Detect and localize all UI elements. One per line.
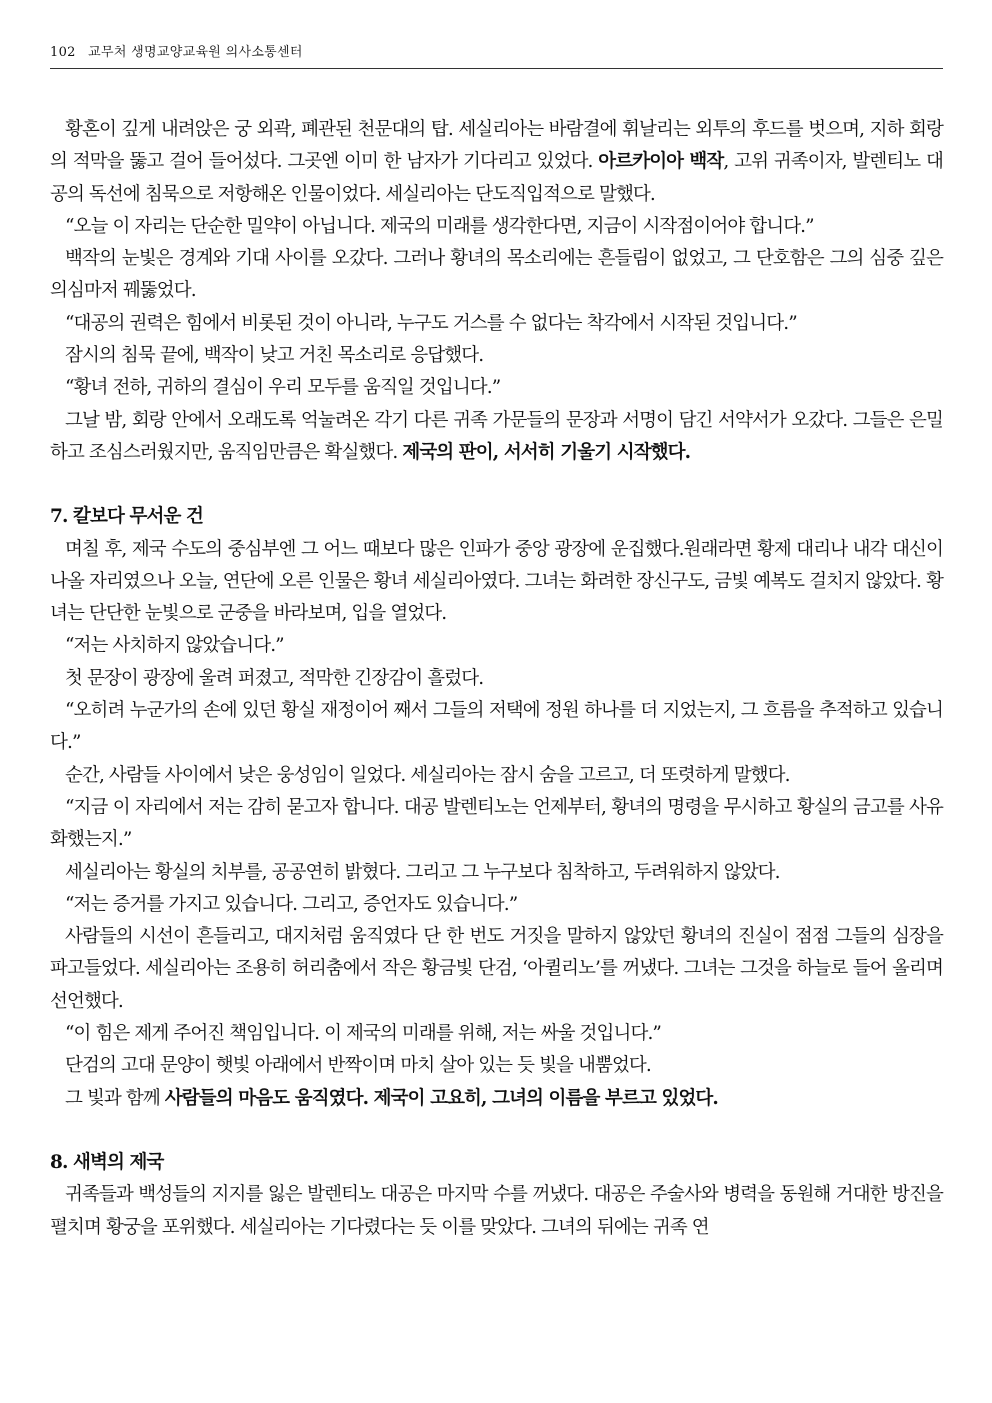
- paragraph: 단검의 고대 문양이 햇빛 아래에서 반짝이며 마치 살아 있는 듯 빛을 내뿜었다.: [65, 1055, 651, 1077]
- paragraph: “황녀 전하, 귀하의 결심이 우리 모두를 움직일 것입니다.”: [65, 377, 501, 399]
- paragraph: “대공의 권력은 힘에서 비롯된 것이 아니라, 누구도 거스를 수 없다는 착각에서 시작된 것입니다.”: [65, 312, 797, 334]
- page-header: [50, 44, 943, 69]
- paragraph: 순간, 사람들 사이에서 낮은 웅성임이 일었다. 세실리아는 잠시 숨을 고르고, 더 또렷하게 말했다.: [65, 764, 790, 786]
- paragraph: 그날 밤, 회랑 안에서 오래도록 억눌려온 각기 다른 귀족 가문들의 문장과 서명이 담긴 서약서가 오갔다. 그들은 은밀하고 조심스러웠지만, 움직임만큼은 확실했다. 제국의 판이, 서서히 기울기 시작했다.: [50, 409, 943, 463]
- paragraph: “오늘 이 자리는 단순한 밀약이 아닙니다. 제국의 미래를 생각한다면, 지금이 시작점이어야 합니다.”: [65, 215, 814, 237]
- paragraph: “오히려 누군가의 손에 있던 황실 재정이어 째서 그들의 저택에 정원 하나를 더 지었는지, 그 흐름을 추적하고 있습니다.”: [50, 700, 943, 754]
- paragraph: 그 빛과 함께 사람들의 마음도 움직였다. 제국이 고요히, 그녀의 이름을 부르고 있었다.: [65, 1087, 718, 1109]
- paragraph: “이 힘은 제게 주어진 책임입니다. 이 제국의 미래를 위해, 저는 싸울 것입니다.”: [65, 1023, 661, 1045]
- paragraph: 귀족들과 백성들의 지지를 잃은 발렌티노 대공은 마지막 수를 꺼냈다. 대공은 주술사와 병력을 동원해 거대한 방진을 펼치며 황궁을 포위했다. 세실리아는 기다렸다는 듯 이를 맞았다. 그녀의 뒤에는 귀족 연: [50, 1184, 943, 1238]
- paragraph: 백작의 눈빛은 경계와 기대 사이를 오갔다. 그러나 황녀의 목소리에는 흔들림이 없었고, 그 단호함은 그의 심중 깊은 의심마저 꿰뚫었다.: [50, 248, 943, 302]
- header-title: 교무처 생명교양교육원 의사소통센터: [88, 45, 303, 60]
- document-body: [50, 114, 943, 1244]
- paragraph: “저는 사치하지 않았습니다.”: [65, 635, 284, 657]
- section-heading: 8. 새벽의 제국: [50, 1151, 164, 1173]
- section-8: [50, 1147, 943, 1244]
- section-heading: 7. 칼보다 무서운 건: [50, 506, 203, 528]
- intro-section: [50, 114, 943, 469]
- paragraph: 잠시의 침묵 끝에, 백작이 낮고 거친 목소리로 응답했다.: [65, 345, 484, 367]
- page-number: 102: [50, 45, 76, 60]
- section-7: [50, 501, 943, 1115]
- paragraph: 세실리아는 황실의 치부를, 공공연히 밝혔다. 그리고 그 누구보다 침착하고, 두려워하지 않았다.: [65, 861, 780, 883]
- paragraph: 사람들의 시선이 흔들리고, 대지처럼 움직였다 단 한 번도 거짓을 말하지 않았던 황녀의 진실이 점점 그들의 심장을 파고들었다. 세실리아는 조용히 허리춤에서 작은 황금빛 단검, ‘아퀼리노’를 꺼냈다. 그녀는 그것을 하늘로 들어 올리며 선언했다.: [50, 926, 943, 1012]
- paragraph: 며칠 후, 제국 수도의 중심부엔 그 어느 때보다 많은 인파가 중앙 광장에 운집했다.원래라면 황제 대리나 내각 대신이 나올 자리였으나 오늘, 연단에 오른 인물은 황녀 세실리아였다. 그녀는 화려한 장신구도, 금빛 예복도 걸치지 않았다. 황녀는 단단한 눈빛으로 군중을 바라보며, 입을 열었다.: [50, 538, 943, 625]
- paragraph: 황혼이 깊게 내려앉은 궁 외곽, 폐관된 천문대의 탑. 세실리아는 바람결에 휘날리는 외투의 후드를 벗으며, 지하 회랑의 적막을 뚫고 걸어 들어섰다. 그곳엔 이미 한 남자가 기다리고 있었다. 아르카이아 백작, 고위 귀족이자, 발렌티노 대공의 독선에 침묵으로 저항해온 인물이었다. 세실리아는 단도직입적으로 말했다.: [50, 119, 943, 205]
- paragraph: “지금 이 자리에서 저는 감히 묻고자 합니다. 대공 발렌티노는 언제부터, 황녀의 명령을 무시하고 황실의 금고를 사유화했는지.”: [50, 796, 943, 851]
- paragraph: “저는 증거를 가지고 있습니다. 그리고, 증언자도 있습니다.”: [65, 893, 518, 915]
- paragraph: 첫 문장이 광장에 울려 퍼졌고, 적막한 긴장감이 흘렀다.: [65, 667, 484, 689]
